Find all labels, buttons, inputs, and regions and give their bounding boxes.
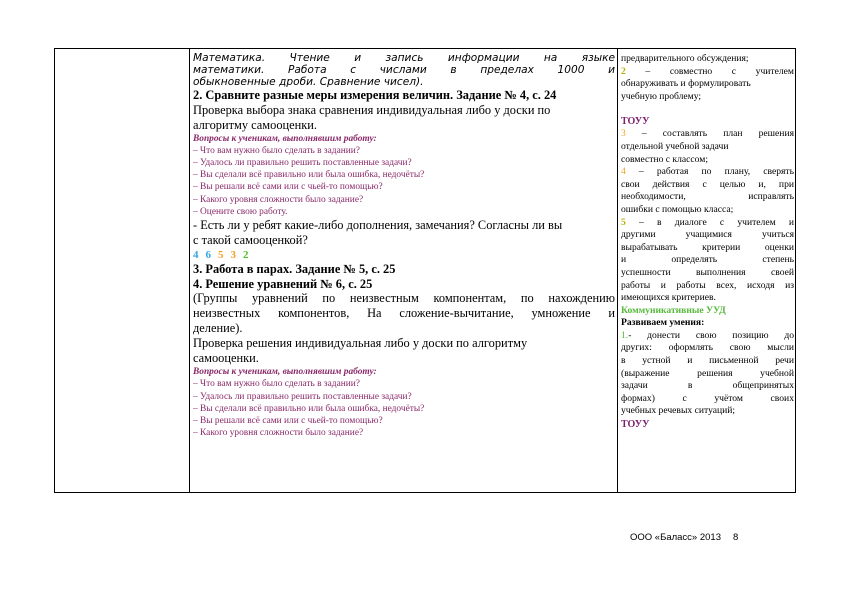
column-divider-right	[617, 49, 618, 492]
skill-text: (выражение решения учебной	[621, 367, 794, 379]
skill-text: другими учащимися учиться	[621, 229, 794, 241]
skill-text: – составлять план решения	[625, 128, 794, 140]
check-paragraph-1	[193, 103, 615, 133]
skill-text: ошибки с помощью класса;	[621, 203, 734, 215]
communicative-heading: Коммуникативные УУД	[621, 304, 726, 316]
lesson-table	[54, 48, 796, 493]
questions-list-1	[193, 145, 615, 219]
discussion-line: - Есть ли у ребят какие-либо дополнения, замечания? Согласны ли вы	[193, 218, 563, 233]
question-item: – Вы решали всё сами или с чьей-то помощью?	[193, 182, 383, 193]
groups-line: деление).	[193, 321, 243, 336]
skill-text: задачи в общепринятых	[621, 380, 794, 392]
skill-number: 4	[621, 166, 626, 178]
check-line: самооценки.	[193, 351, 259, 366]
mark-value: 2	[243, 249, 249, 262]
skill-number: 5	[621, 216, 626, 228]
skill-number: 2	[621, 65, 626, 77]
skill-text: – совместно с учителем	[625, 65, 794, 77]
skill-text: – в диалоге с учителем и	[625, 216, 794, 228]
question-item: – Вы сделали всё правильно или была ошибка, недочёты?	[193, 170, 425, 181]
skill-text: - донести свою позицию до	[628, 329, 794, 341]
mark-value: 4	[193, 249, 199, 262]
skill-text: и определять степень	[621, 254, 794, 266]
groups-line: (Группы уравнений по неизвестным компонентам, по нахождению	[193, 291, 615, 306]
mark-value: 3	[230, 249, 236, 262]
skill-text: работы и работы всех, исходя из	[621, 279, 794, 291]
toyy-heading: ТОУУ	[621, 419, 650, 431]
questions-list-2	[193, 378, 615, 439]
lesson-content-column	[193, 52, 615, 440]
question-item: – Вы сделали всё правильно или была ошибка, недочёты?	[193, 403, 425, 414]
skill-text: успешности выполнения своей	[621, 266, 794, 278]
skill-text: учебных речевых ситуаций;	[621, 405, 736, 417]
develop-label: Развиваем умения:	[621, 317, 705, 329]
skill-item-1	[621, 330, 794, 343]
skill-text: отдельной учебной задачи	[621, 140, 729, 152]
skill-text: формах) с учётом своих	[621, 392, 794, 404]
skill-item-4	[621, 166, 794, 179]
intro-line: математики. Работа с числами в пределах 1000 и	[193, 64, 615, 76]
check-line: Проверка решения индивидуальная либо у доски по алгоритму	[193, 336, 528, 351]
questions-heading: Вопросы к ученикам, выполнявшим работу:	[193, 367, 377, 378]
marks-row	[193, 248, 615, 262]
question-item: – Удалось ли правильно решить поставленные задачи?	[193, 157, 412, 168]
skill-text: свои действия с целью и, при	[621, 178, 794, 190]
mark-value: 5	[218, 249, 224, 262]
intro-line: Математика. Чтение и запись информации на языке	[193, 52, 615, 64]
skills-column	[621, 53, 794, 431]
skill-text: обнаруживать и формулировать	[621, 78, 751, 90]
task-4-heading: 4. Решение уравнений № 6, с. 25	[193, 276, 373, 291]
discussion-line: с такой самооценкой?	[193, 233, 308, 248]
skill-text: предварительного обсуждения;	[621, 53, 749, 64]
skill-text: вырабатывать критерии оценки	[621, 241, 794, 253]
task-2-heading: 2. Сравните разные меры измерения величин. Задание № 4, с. 24	[193, 88, 557, 102]
question-item: – Что вам нужно было сделать в задании?	[193, 145, 360, 156]
task-3-heading: 3. Работа в парах. Задание № 5, с. 25	[193, 262, 396, 277]
question-item: – Оцените свою работу.	[193, 206, 288, 217]
skill-text: учебную проблему;	[621, 90, 702, 102]
skill-text: других: оформлять свою мысли	[621, 342, 794, 354]
footer-company: ООО «Баласс» 2013	[630, 532, 721, 543]
skill-text: имеющихся критериев.	[621, 292, 716, 304]
question-item: – Вы решали всё сами или с чьей-то помощью?	[193, 416, 383, 427]
groups-line: неизвестных компонентов, На сложение-вычитание, умножение и	[193, 306, 615, 321]
discussion-paragraph	[193, 218, 615, 248]
page-footer	[630, 532, 738, 543]
skill-number: 1.	[621, 329, 629, 341]
mark-value: 6	[205, 249, 211, 262]
question-item: – Какого уровня сложности было задание?	[193, 194, 364, 205]
questions-heading: Вопросы к ученикам, выполнявшим работу:	[193, 133, 377, 144]
skill-item-2	[621, 66, 794, 79]
question-item: – Какого уровня сложности было задание?	[193, 428, 364, 439]
check-paragraph-2	[193, 336, 615, 366]
intro-paragraph	[193, 52, 615, 88]
skill-text: – работая по плану, сверять	[625, 166, 794, 178]
check-line: Проверка выбора знака сравнения индивидуальная либо у доски по	[193, 102, 551, 117]
toyy-heading: ТОУУ	[621, 116, 650, 128]
skill-item-3	[621, 128, 794, 141]
groups-paragraph	[193, 291, 615, 336]
skill-text: необходимости, исправлять	[621, 191, 794, 203]
skill-text: в устной и письменной речи	[621, 355, 794, 367]
skill-item-5	[621, 217, 794, 230]
question-item: – Удалось ли правильно решить поставленные задачи?	[193, 391, 412, 402]
skill-number: 3	[621, 128, 626, 140]
page-number: 8	[733, 532, 739, 543]
check-line: алгоритму самооценки.	[193, 117, 318, 132]
spacer	[621, 103, 794, 115]
intro-line: обыкновенные дроби. Сравнение чисел).	[193, 76, 424, 88]
skill-text: совместно с классом;	[621, 153, 708, 165]
question-item: – Что вам нужно было сделать в задании?	[193, 379, 360, 390]
column-divider-left	[189, 49, 190, 492]
